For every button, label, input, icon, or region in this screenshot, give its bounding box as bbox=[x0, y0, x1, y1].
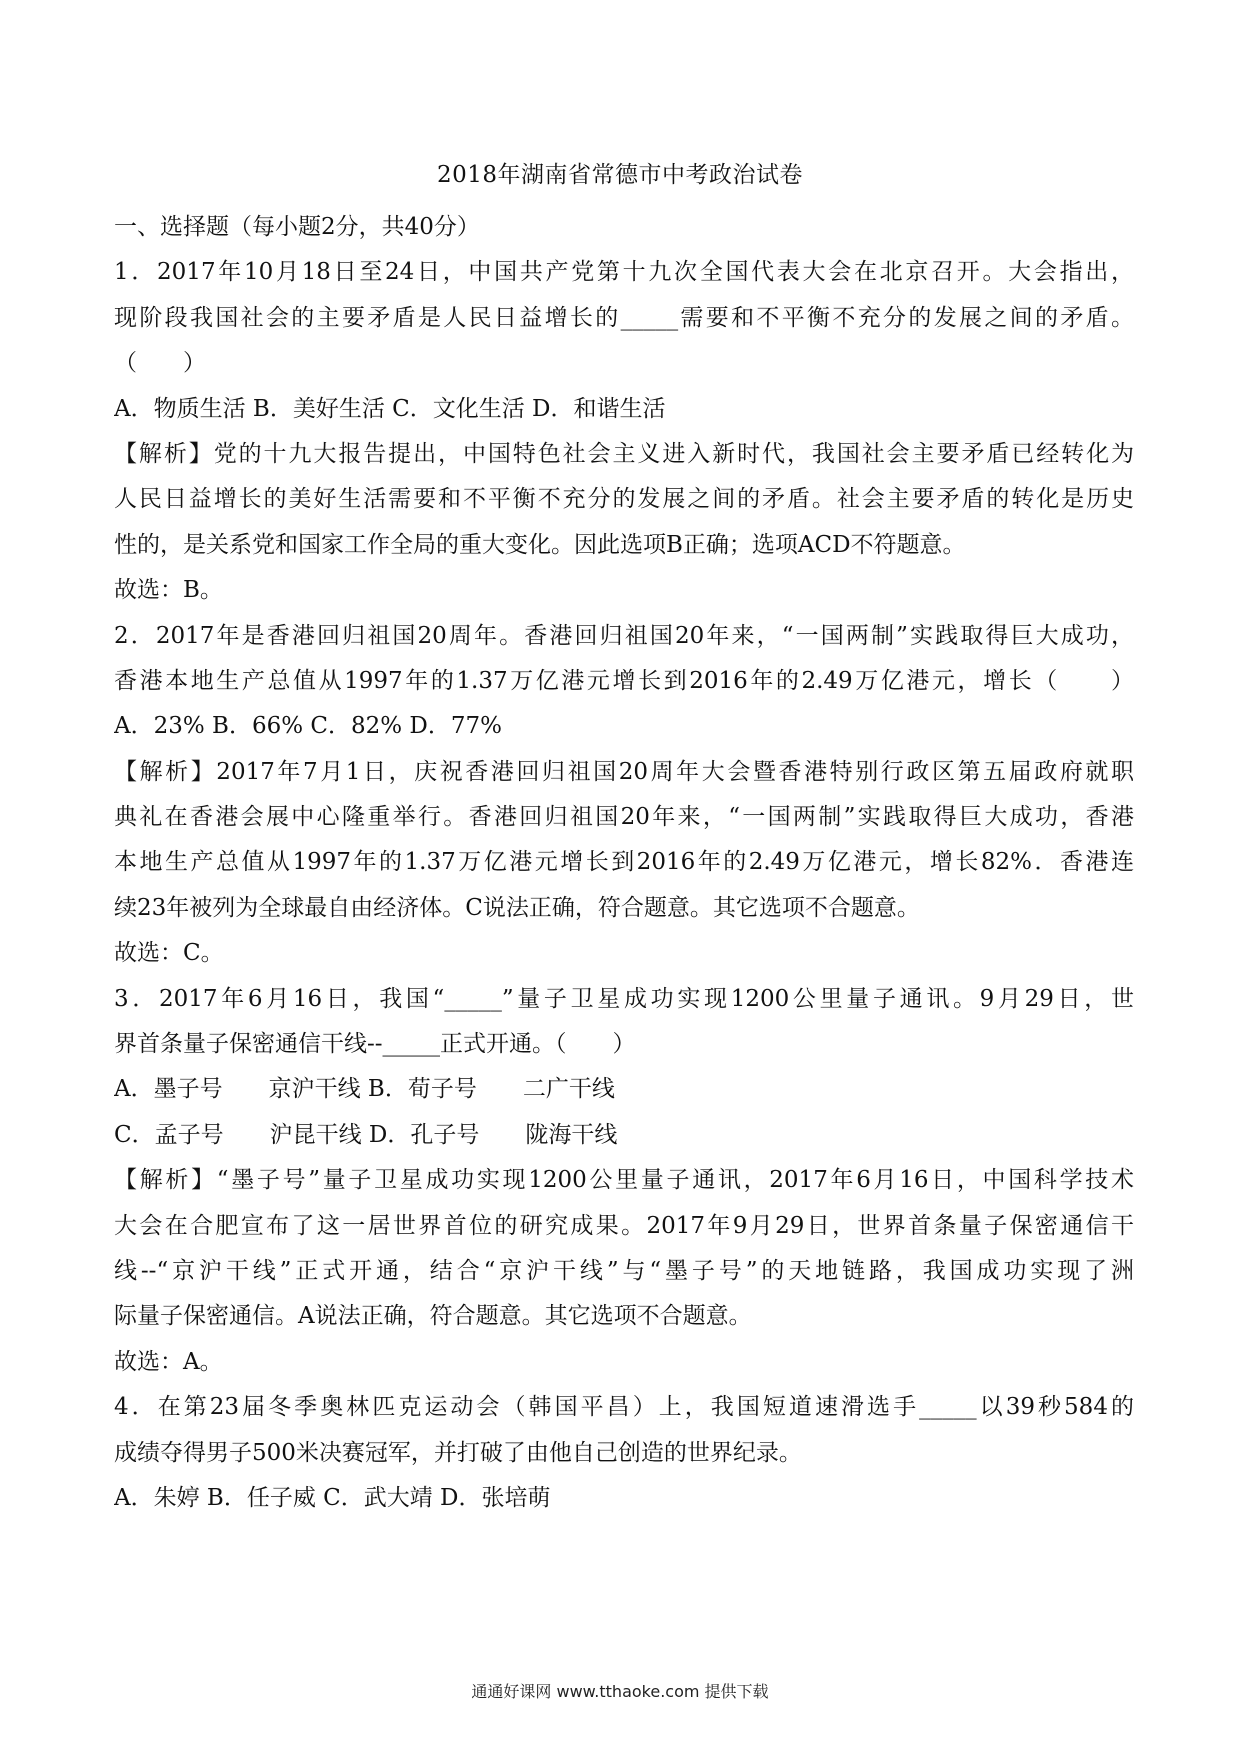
analysis-3-text: 线--“京沪干线”正式开通，结合“京沪干线”与“墨子号”的天地链路，我国成功实现了洲 bbox=[114, 1257, 1134, 1284]
analysis-1-text: 【解析】党的十九大报告提出，中国特色社会主义进入新时代，我国社会主要矛盾已经转化为 bbox=[114, 440, 1134, 467]
question-1-options: A．物质生活 B．美好生活 C．文化生活 D．和谐生活 bbox=[114, 395, 666, 422]
section-heading: 一、选择题（每小题2分，共40分） bbox=[114, 214, 480, 240]
question-4-text: 成绩夺得男子500米决赛冠军，并打破了由他自己创造的世界纪录。 bbox=[114, 1439, 802, 1466]
analysis-3-text: 【解析】“墨子号”量子卫星成功实现1200公里量子通讯，2017年6月16日，中国科学技术 bbox=[114, 1167, 1134, 1194]
question-4-options: A．朱婷 B．任子威 C．武大靖 D．张培萌 bbox=[114, 1484, 551, 1511]
answer-2: 故选：C。 bbox=[114, 940, 224, 967]
analysis-3-text: 际量子保密通信。A说法正确，符合题意。其它选项不合题意。 bbox=[114, 1303, 752, 1330]
analysis-3-text: 大会在合肥宣布了这一居世界首位的研究成果。2017年9月29日，世界首条量子保密通信干 bbox=[114, 1212, 1134, 1239]
analysis-2-text: 典礼在香港会展中心隆重举行。香港回归祖国20年来，“一国两制”实践取得巨大成功，香港 bbox=[114, 804, 1134, 831]
question-3-options: A．墨子号 京沪干线 B．荀子号 二广干线 bbox=[114, 1076, 615, 1103]
analysis-2-text: 续23年被列为全球最自由经济体。C说法正确，符合题意。其它选项不合题意。 bbox=[114, 894, 920, 921]
question-4-text: 4．在第23届冬季奥林匹克运动会（韩国平昌）上，我国短道速滑选手_____以39秒584的 bbox=[114, 1394, 1134, 1421]
question-1-text: 现阶段我国社会的主要矛盾是人民日益增长的_____需要和不平衡不充分的发展之间的矛盾。 bbox=[114, 304, 1134, 331]
question-3-options: C．孟子号 沪昆干线 D．孔子号 陇海干线 bbox=[114, 1121, 618, 1148]
answer-1: 故选：B。 bbox=[114, 577, 223, 604]
question-2-text: 2．2017年是香港回归祖国20周年。香港回归祖国20年来，“一国两制”实践取得巨大成功， bbox=[114, 622, 1134, 649]
question-1-bracket: （ ） bbox=[114, 350, 206, 377]
footer-download-note: 通通好课网 www.tthaoke.com 提供下载 bbox=[471, 1682, 769, 1701]
question-1-text: 1．2017年10月18日至24日，中国共产党第十九次全国代表大会在北京召开。大会指出， bbox=[114, 259, 1134, 286]
analysis-1-text: 性的，是关系党和国家工作全局的重大变化。因此选项B正确；选项ACD不符题意。 bbox=[114, 531, 966, 558]
question-3-text: 3．2017年6月16日，我国“_____”量子卫星成功实现1200公里量子通讯。9月29日，世 bbox=[114, 985, 1134, 1012]
exam-content bbox=[114, 205, 1134, 1521]
question-2-text: 香港本地生产总值从1997年的1.37万亿港元增长到2016年的2.49万亿港元，增长（ ） bbox=[114, 667, 1134, 694]
question-2-options: A．23% B．66% C．82% D．77% bbox=[114, 713, 502, 740]
page-title: 2018年湖南省常德市中考政治试卷 bbox=[436, 162, 804, 188]
analysis-2-text: 本地生产总值从1997年的1.37万亿港元增长到2016年的2.49万亿港元，增长82%．香港连 bbox=[114, 849, 1134, 876]
analysis-2-text: 【解析】2017年7月1日，庆祝香港回归祖国20周年大会暨香港特别行政区第五届政府就职 bbox=[114, 758, 1134, 785]
question-3-text: 界首条量子保密通信干线--_____正式开通。（ ） bbox=[114, 1031, 636, 1058]
answer-3: 故选：A。 bbox=[114, 1348, 223, 1375]
analysis-1-text: 人民日益增长的美好生活需要和不平衡不充分的发展之间的矛盾。社会主要矛盾的转化是历史 bbox=[114, 486, 1134, 513]
